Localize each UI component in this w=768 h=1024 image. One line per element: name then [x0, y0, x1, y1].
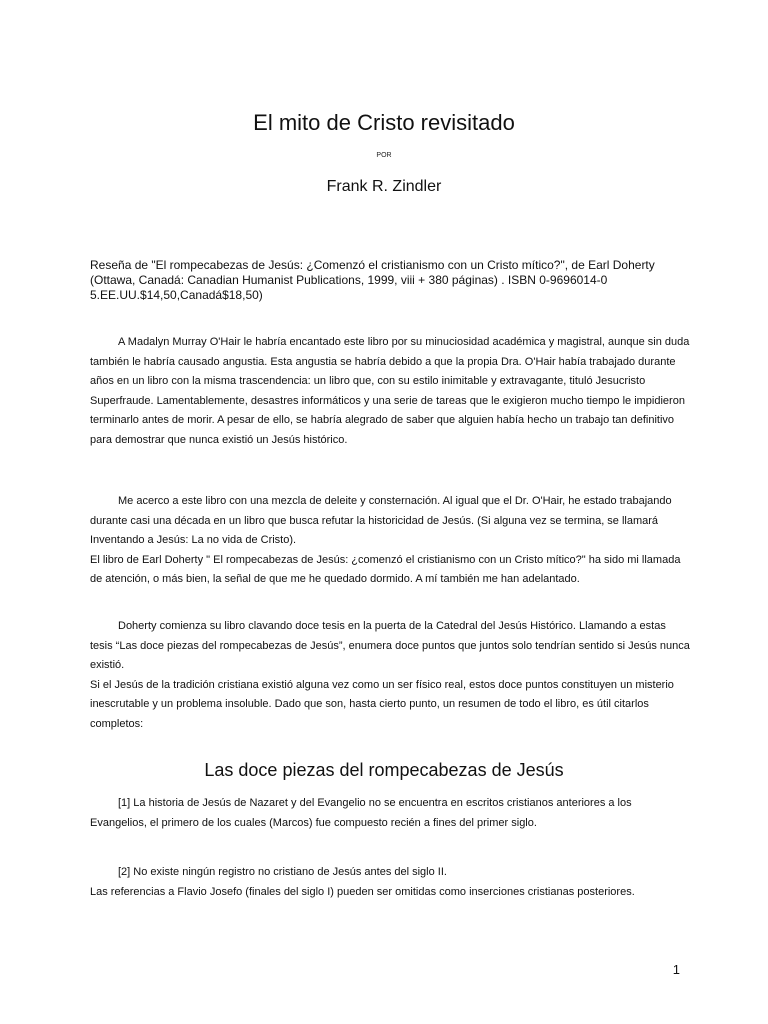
list-item-1 [90, 794, 690, 833]
page-title: El mito de Cristo revisitado [253, 110, 515, 135]
list-item-2 [90, 863, 690, 902]
paragraph-intro [90, 333, 690, 450]
review-line: Reseña de "El rompecabezas de Jesús: ¿Comenzó el cristianismo con un Cristo mítico?", de Earl Doherty [90, 258, 655, 272]
section-heading: Las doce piezas del rompecabezas de Jesús [204, 760, 564, 780]
paragraph-text: El libro de Earl Doherty " El rompecabezas de Jesús: ¿comenzó el cristianismo con un Cristo mítico?" ha sido mi llamada de atención, o más bien, la señal de que me he quedado dormido. A mí también me han adelantado. [90, 553, 681, 585]
paragraph-theses [90, 617, 690, 734]
list-item-text: [2] No existe ningún registro no cristiano de Jesús antes del siglo II. [118, 866, 447, 878]
list-item-text: Las referencias a Flavio Josefo (finales del siglo I) pueden ser omitidas como inserciones cristianas posteriores. [90, 885, 635, 898]
review-line: (Ottawa, Canadá: Canadian Humanist Publications, 1999, viii + 380 páginas) . ISBN 0-9696014-0 [90, 273, 608, 287]
paragraph-text: Doherty comienza su libro clavando doce tesis en la puerta de la Catedral del Jesús Histórico. Llamando a estas tesis “Las doce piezas del rompecabezas de Jesús”, enumera doce puntos que juntos solo tendrían sentido si Jesús nunca existió. [90, 620, 690, 671]
paragraph-approach [90, 492, 690, 590]
page-number: 1 [672, 962, 680, 977]
review-line: 5.EE.UU.$14,50,Canadá$18,50) [90, 288, 263, 302]
author-name: Frank R. Zindler [326, 178, 442, 195]
paragraph-text: Si el Jesús de la tradición cristiana existió alguna vez como un ser físico real, estos doce puntos constituyen un misterio inescrutable y un problema insoluble. Dado que son, hasta cierto punto, un resumen de todo el libro, es útil citarlos completos: [90, 678, 674, 730]
byline-label: POR [376, 152, 392, 159]
paragraph-text: A Madalyn Murray O'Hair le habría encantado este libro por su minuciosidad académica y magistral, aunque sin duda también le habría causado angustia. Esta angustia se habría debido a que la propia Dra. O'Hair había trabajado durante años en un libro con la misma trascendencia: un libro que, con su estilo inimitable y extravagante, tituló Jesucristo Superfraude. Lamentablemente, desastres informáticos y una serie de tareas que le exigieron mucho tiempo le impidieron terminarlo antes de morir. A pesar de ello, se habría alegrado de saber que alguien había hecho un trabajo tan definitivo para demostrar que nunca existió un Jesús histórico. [90, 336, 690, 446]
paragraph-text: Me acerco a este libro con una mezcla de deleite y consternación. Al igual que el Dr. O'Hair, he estado trabajando durante casi una década en un libro que busca refutar la historicidad de Jesús. (Si alguna vez se termina, se llamará Inventando a Jesús: La no vida de Cristo). [90, 495, 672, 546]
list-item-text: [1] La historia de Jesús de Nazaret y del Evangelio no se encuentra en escritos cristianos anteriores a los Evangelios, el primero de los cuales (Marcos) fue compuesto recién a fines del primer siglo. [90, 797, 632, 829]
review-citation [90, 258, 690, 303]
